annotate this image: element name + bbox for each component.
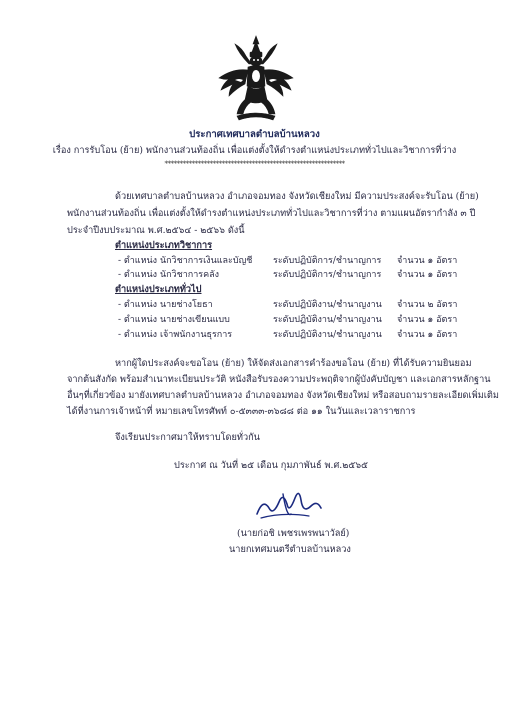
position-level: ระดับปฏิบัติการ/ชำนาญการ	[273, 256, 382, 266]
position-level: ระดับปฏิบัติงาน/ชำนาญงาน	[273, 315, 382, 325]
announcement-title: ประกาศเทศบาลตำบลบ้านหลวง	[189, 129, 320, 140]
position-level: ระดับปฏิบัติงาน/ชำนาญงาน	[273, 330, 382, 340]
position-count: จำนวน ๑ อัตรา	[397, 270, 458, 280]
signature-mark	[253, 484, 325, 524]
announcement-subject: เรื่อง การรับโอน (ย้าย) พนักงานส่วนท้องถิ่น เพื่อแต่งตั้งให้ดำรงตำแหน่งประเภททั่วไปและวิชาการที่ว่าง	[52, 145, 457, 156]
body-line-3: อื่นๆที่เกี่ยวข้อง มายังเทศบาลตำบลบ้านหลวง อำเภอจอมทอง จังหวัดเชียงใหม่ หรือสอบถามรายละเอียดเพิ่มเติม	[67, 390, 499, 401]
body-line-1: หากผู้ใดประสงค์จะขอโอน (ย้าย) ให้จัดส่งเอกสารคำร้องขอโอน (ย้าย) ที่ได้รับความยินยอม	[115, 358, 472, 369]
position-title: - ตำแหน่ง นักวิชาการเงินและบัญชี	[118, 256, 253, 266]
signer-name: (นายก่อชิ เพชรเพรพนาวัลย์)	[237, 528, 350, 539]
position-title: - ตำแหน่ง นายช่างเขียนแบบ	[118, 315, 230, 325]
position-title: - ตำแหน่ง เจ้าพนักงานธุรการ	[118, 330, 233, 340]
position-level: ระดับปฏิบัติการ/ชำนาญการ	[273, 270, 382, 280]
intro-line-2: พนักงานส่วนท้องถิ่น เพื่อแต่งตั้งให้ดำรงตำแหน่งประเภททั่วไปและวิชาการที่ว่าง ตามแผนอัตรากำลัง ๓ ปี	[67, 208, 476, 219]
intro-line-1: ด้วยเทศบาลตำบลบ้านหลวง อำเภอจอมทอง จังหวัดเชียงใหม่ มีความประสงค์จะรับโอน (ย้าย)	[115, 191, 479, 202]
closing-text: จึงเรียนประกาศมาให้ทราบโดยทั่วกัน	[115, 432, 260, 443]
position-level: ระดับปฏิบัติงาน/ชำนาญงาน	[273, 300, 382, 310]
position-count: จำนวน ๒ อัตรา	[397, 300, 458, 310]
position-count: จำนวน ๑ อัตรา	[397, 315, 458, 325]
intro-line-3: ประจำปีงบประมาณ พ.ศ.๒๕๖๔ - ๒๕๖๖ ดังนี้	[67, 225, 245, 236]
announcement-date: ประกาศ ณ วันที่ ๒๕ เดือน กุมภาพันธ์ พ.ศ.๒๕๖๕	[174, 460, 369, 471]
position-count: จำนวน ๑ อัตรา	[397, 330, 458, 340]
body-line-2: จากต้นสังกัด พร้อมสำเนาทะเบียนประวัติ หนังสือรับรองความประพฤติจากผู้บังคับบัญชา และเอกสารหลักฐาน	[67, 374, 491, 385]
body-line-4: ได้ที่งานการเจ้าหน้าที่ หมายเลขโทรศัพท์ ๐-๕๓๓๓-๓๖๘๘ ต่อ ๑๑ ในวันและเวลาราชการ	[67, 406, 416, 417]
section-heading-academic: ตำแหน่งประเภทวิชาการ	[115, 240, 213, 251]
signer-title: นายกเทศมนตรีตำบลบ้านหลวง	[229, 544, 351, 555]
position-count: จำนวน ๑ อัตรา	[397, 256, 458, 266]
garuda-emblem-icon	[215, 34, 297, 122]
section-heading-general: ตำแหน่งประเภททั่วไป	[115, 284, 202, 295]
position-title: - ตำแหน่ง นักวิชาการคลัง	[118, 270, 220, 280]
star-divider: ************************************************************	[164, 160, 345, 168]
position-title: - ตำแหน่ง นายช่างโยธา	[118, 300, 213, 310]
